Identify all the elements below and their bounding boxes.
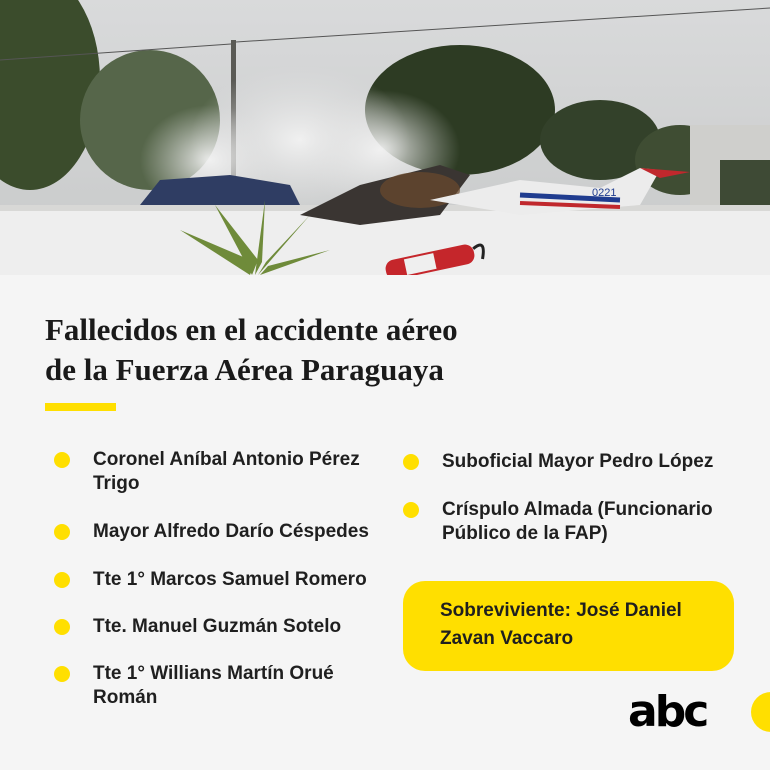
abc-logo — [628, 694, 740, 739]
victim-name: Mayor Alfredo Darío Céspedes — [93, 521, 369, 542]
headline — [45, 310, 605, 390]
list-item — [45, 448, 375, 496]
bullet-icon — [54, 666, 70, 682]
bullet-icon — [403, 454, 419, 470]
crash-photo — [0, 0, 770, 275]
victim-name: Críspulo Almada (Funcionario Público de la FAP) — [442, 499, 713, 544]
list-item — [394, 498, 734, 546]
logo-text: abc — [628, 694, 707, 734]
victims-list-right — [394, 450, 734, 546]
bullet-icon — [54, 619, 70, 635]
victim-name: Tte. Manuel Guzmán Sotelo — [93, 616, 342, 637]
list-item — [394, 450, 734, 474]
victim-name: Tte 1° Willians Martín Orué Román — [93, 663, 334, 708]
bullet-icon — [54, 524, 70, 540]
bullet-icon — [54, 452, 70, 468]
headline-line-1: Fallecidos en el accidente aéreo — [45, 312, 458, 347]
survivor-box — [403, 581, 734, 671]
list-item — [45, 662, 375, 710]
victims-list-left — [45, 448, 375, 710]
victim-name: Tte 1° Marcos Samuel Romero — [93, 569, 367, 590]
list-item — [45, 615, 375, 639]
list-item — [45, 520, 375, 544]
bullet-icon — [403, 502, 419, 518]
bullet-icon — [54, 572, 70, 588]
list-item — [45, 568, 375, 592]
headline-line-2: de la Fuerza Aérea Paraguaya — [45, 352, 444, 387]
headline-underline — [45, 403, 116, 411]
victim-name: Coronel Aníbal Antonio Pérez Trigo — [93, 449, 360, 494]
survivor-text: Sobreviviente: José Daniel Zavan Vaccaro — [440, 600, 682, 649]
victim-name: Suboficial Mayor Pedro López — [442, 451, 714, 472]
plane-marking: 0221 — [592, 187, 617, 199]
